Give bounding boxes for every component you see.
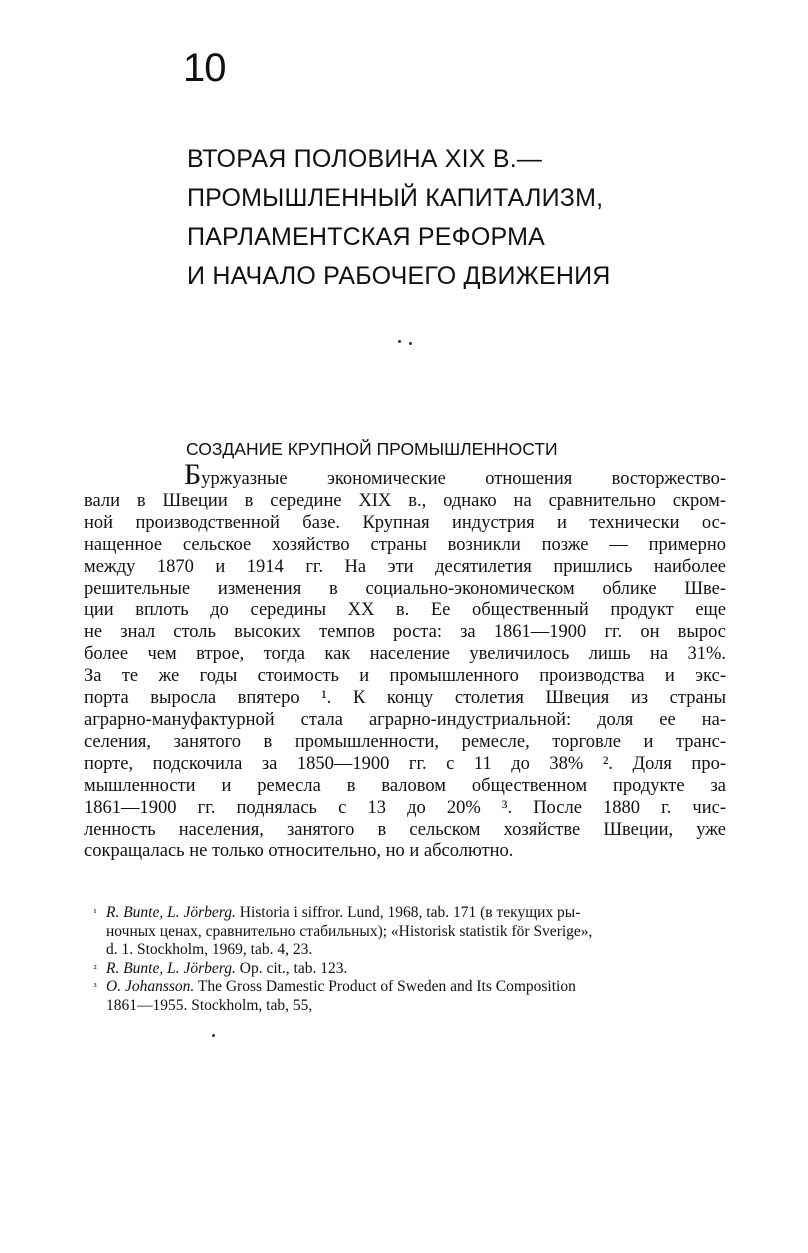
- footnote-authors: R. Bunte, L. Jörberg.: [106, 904, 236, 921]
- footnotes: [84, 904, 726, 1015]
- body-line: ной производственной базе. Крупная индустрия и технически ос-: [84, 512, 726, 533]
- print-speck: [212, 1034, 215, 1037]
- body-line: ленность населения, занятого в сельском хозяйстве Швеции, уже: [84, 819, 726, 840]
- body-line: ции вплоть до середины XX в. Ее общественный продукт еще: [84, 600, 726, 621]
- body-line: 1861—1900 гг. поднялась с 13 до 20% ³. После 1880 г. чис-: [84, 797, 726, 818]
- body-line: порте, подскочила за 1850—1900 гг. с 11 до 38% ². Доля про-: [84, 753, 726, 774]
- footnote-marker: ²: [93, 962, 97, 975]
- body-line: вали в Швеции в середине XIX в., однако на сравнительно скром-: [84, 490, 726, 511]
- footnote-3: [84, 978, 726, 1015]
- footnote-line: ночных ценах, сравнительно стабильных); «Historisk statistik för Sverige»,: [106, 922, 593, 940]
- print-speck: [409, 342, 412, 345]
- footnote-marker: ¹: [93, 907, 97, 919]
- body-line: За те же годы стоимость и промышленного производства и экс-: [84, 666, 726, 687]
- footnote-line: ² R. Bunte, L. Jörberg. Op. cit., tab. 123.: [84, 960, 726, 979]
- body-line: более чем втрое, тогда как население увеличилось лишь на 31%.: [84, 644, 726, 665]
- chapter-title-line: ПРОМЫШЛЕННЫЙ КАПИТАЛИЗМ,: [187, 184, 604, 212]
- footnote-1: [84, 904, 726, 960]
- body-paragraph: [84, 458, 726, 863]
- body-line: не знал столь высоких темпов роста: за 1861—1900 гг. он вырос: [84, 622, 726, 643]
- chapter-number: 10: [183, 46, 226, 90]
- footnote-authors: R. Bunte, L. Jörberg.: [106, 959, 236, 977]
- footnote-2: [84, 960, 726, 979]
- body-line: селения, занятого в промышленности, ремесле, торговле и транс-: [84, 731, 726, 752]
- body-line: аграрно-мануфактурной стала аграрно-индустриальной: доля ее на-: [84, 709, 726, 730]
- footnote-marker: ³: [93, 981, 97, 993]
- body-line: порта выросла впятеро ¹. К концу столетия Швеция из страны: [84, 688, 726, 709]
- body-line: мышленности и ремесла в валовом общественном продукте за: [84, 775, 726, 796]
- footnote-authors: O. Johansson.: [106, 978, 195, 995]
- footnote-line: d. 1. Stockholm, 1969, tab. 4, 23.: [106, 941, 313, 958]
- print-speck: [398, 340, 401, 343]
- section-heading: СОЗДАНИЕ КРУПНОЙ ПРОМЫШЛЕННОСТИ: [186, 439, 558, 459]
- body-line: решительные изменения в социально-экономическом облике Шве-: [84, 578, 726, 599]
- body-line: нащенное сельское хозяйство страны возникли позже — примерно: [84, 534, 726, 555]
- chapter-title-line: И НАЧАЛО РАБОЧЕГО ДВИЖЕНИЯ: [187, 262, 611, 290]
- chapter-title-line: ПАРЛАМЕНТСКАЯ РЕФОРМА: [187, 223, 546, 251]
- footnote-line: ¹ R. Bunte, L. Jörberg. Historia i siffror. Lund, 1968, tab. 171 (в текущих ры-: [84, 904, 726, 923]
- dropcap-letter: Б: [184, 458, 202, 491]
- footnote-line: ³ O. Johansson. The Gross Damestic Product of Sweden and Its Composition: [84, 978, 726, 997]
- chapter-title: [187, 140, 747, 296]
- chapter-title-line: ВТОРАЯ ПОЛОВИНА XIX В.—: [187, 145, 543, 173]
- body-line: сокращалась не только относительно, но и абсолютно.: [84, 841, 514, 862]
- footnote-line: 1861—1955. Stockholm, tab, 55,: [106, 996, 313, 1014]
- body-line: между 1870 и 1914 гг. На эти десятилетия пришлись наиболее: [84, 556, 726, 577]
- body-line: Буржуазные экономические отношения восторжество-: [184, 458, 726, 491]
